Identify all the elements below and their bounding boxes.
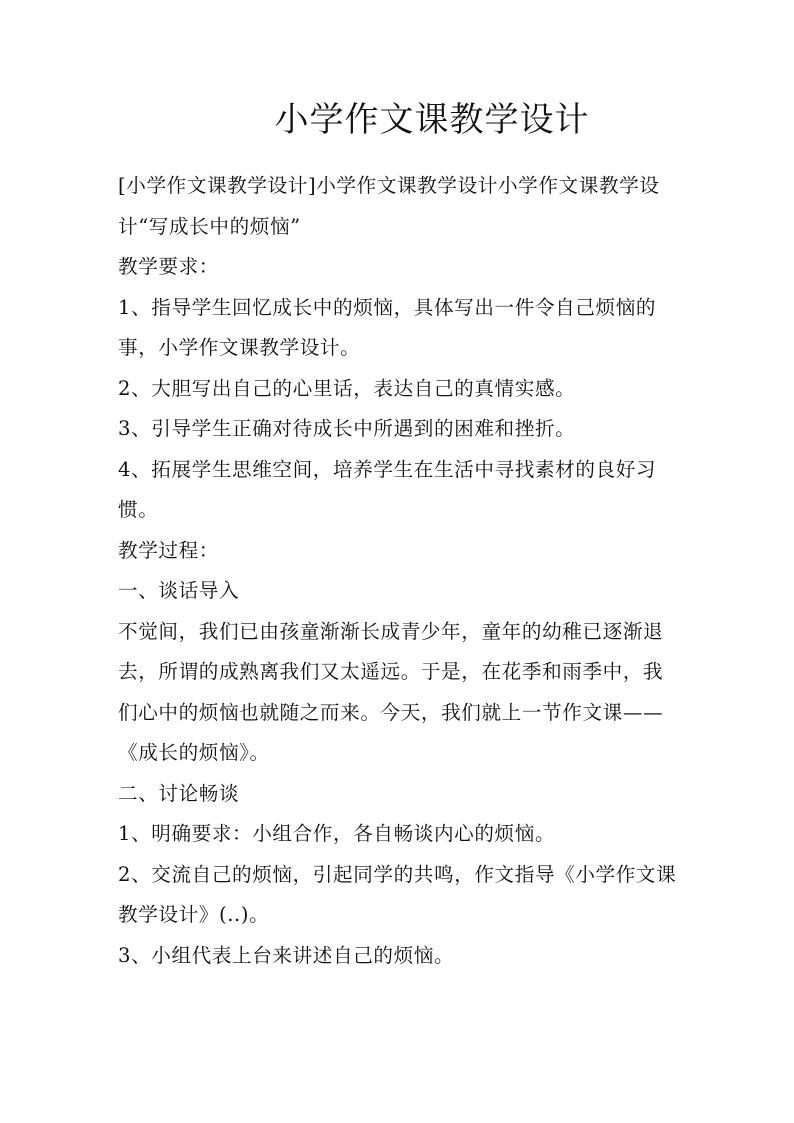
requirement-item-2: 2、大胆写出自己的心里话，表达自己的真情实感。 — [118, 376, 576, 400]
step-heading-1: 一、谈话导入 — [118, 579, 240, 602]
document-title: 小学作文课教学设计 — [274, 100, 590, 140]
intro-paragraph: [小学作文课教学设计]小学作文课教学设计小学作文课教学设计“写成长中的烦恼” — [118, 174, 660, 238]
step-1-paragraph: 不觉间，我们已由孩童渐渐长成青少年，童年的幼稚已逐渐退去，所谓的成熟离我们又太遥远。于是，在花季和雨季中，我们心中的烦恼也就随之而来。今天，我们就上一节作文课——《成长的烦恼》。 — [118, 619, 664, 764]
discussion-item-3: 3、小组代表上台来讲述自己的烦恼。 — [118, 943, 455, 967]
discussion-item-2: 2、交流自己的烦恼，引起同学的共鸣，作文指导《小学作文课教学设计》(..)。 — [118, 862, 677, 926]
section-heading-process: 教学过程： — [118, 538, 219, 562]
requirement-item-1: 1、指导学生回忆成长中的烦恼，具体写出一件令自己烦恼的事，小学作文课教学设计。 — [118, 295, 657, 359]
discussion-item-1: 1、明确要求：小组合作，各自畅谈内心的烦恼。 — [118, 822, 556, 845]
requirement-item-3: 3、引导学生正确对待成长中所遇到的困难和挫折。 — [118, 417, 576, 440]
requirement-item-4: 4、拓展学生思维空间，培养学生在生活中寻找素材的良好习惯。 — [118, 457, 657, 521]
document-body — [118, 166, 678, 976]
step-heading-2: 二、讨论畅谈 — [118, 781, 240, 805]
section-heading-requirements: 教学要求： — [118, 255, 219, 278]
